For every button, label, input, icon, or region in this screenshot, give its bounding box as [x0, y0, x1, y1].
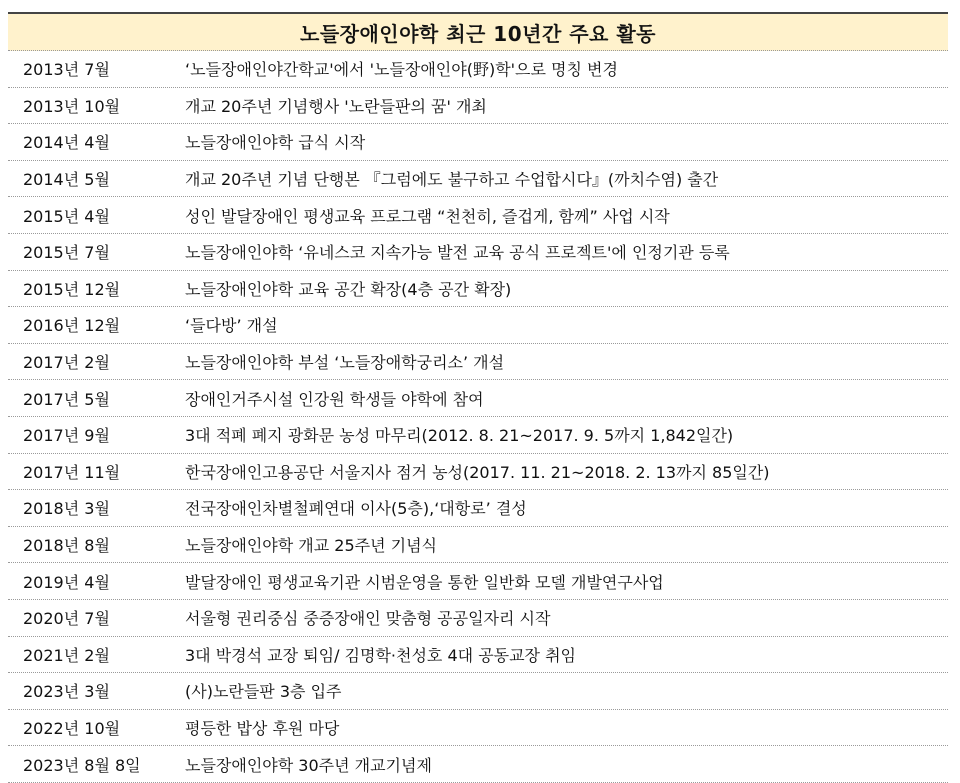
table-row	[8, 417, 948, 454]
activities-table	[8, 12, 948, 783]
table-row	[8, 454, 948, 491]
table-body	[8, 51, 948, 783]
row-date: 2013년 10월	[23, 96, 121, 116]
row-activity: 서울형 권리중심 중증장애인 맞춤형 공공일자리 시작	[185, 609, 551, 629]
table-row	[8, 197, 948, 234]
row-activity: 3대 적폐 폐지 광화문 농성 마무리(2012. 8. 21~2017. 9. 5까지 1,842일간)	[185, 426, 734, 446]
row-date: 2020년 7월	[23, 609, 110, 629]
table-row	[8, 124, 948, 161]
row-date: 2017년 5월	[23, 389, 110, 409]
row-date: 2017년 9월	[23, 426, 110, 446]
table-row	[8, 88, 948, 125]
row-date: 2015년 4월	[23, 206, 110, 226]
table-row	[8, 673, 948, 710]
row-activity: 노들장애인야학 급식 시작	[185, 133, 366, 153]
row-date: 2014년 4월	[23, 133, 110, 153]
table-row	[8, 161, 948, 198]
row-date: 2018년 3월	[23, 499, 110, 519]
row-activity: 성인 발달장애인 평생교육 프로그램 “천천히, 즐겁게, 함께” 사업 시작	[185, 206, 670, 226]
row-activity: 3대 박경석 교장 퇴임/ 김명학·천성호 4대 공동교장 취임	[185, 645, 577, 665]
row-date: 2018년 8월	[23, 536, 110, 556]
row-activity: ‘들다방’ 개설	[185, 316, 278, 336]
row-activity: 전국장애인차별철폐연대 이사(5층),‘대항로’ 결성	[185, 499, 527, 519]
table-row	[8, 710, 948, 747]
row-date: 2014년 5월	[23, 170, 110, 190]
row-activity: 한국장애인고용공단 서울지사 점거 농성(2017. 11. 21~2018. 2. 13까지 85일간)	[185, 462, 770, 482]
table-row	[8, 344, 948, 381]
row-date: 2015년 12월	[23, 279, 121, 299]
table-row	[8, 380, 948, 417]
row-date: 2021년 2월	[23, 645, 110, 665]
table-row	[8, 234, 948, 271]
table-row	[8, 746, 948, 783]
row-date: 2017년 2월	[23, 353, 110, 373]
table-row	[8, 637, 948, 674]
row-activity: 노들장애인야학 ‘유네스코 지속가능 발전 교육 공식 프로젝트'에 인정기관 등록	[185, 243, 730, 263]
table-title: 노들장애인야학 최근 10년간 주요 활동	[8, 14, 948, 51]
table-row	[8, 271, 948, 308]
row-date: 2023년 3월	[23, 682, 110, 702]
row-activity: 노들장애인야학 교육 공간 확장(4층 공간 확장)	[185, 279, 512, 299]
row-date: 2017년 11월	[23, 462, 121, 482]
row-activity: 노들장애인야학 개교 25주년 기념식	[185, 536, 438, 556]
row-activity: 평등한 밥상 후원 마당	[185, 718, 340, 738]
table-row	[8, 563, 948, 600]
row-date: 2019년 4월	[23, 572, 110, 592]
row-date: 2013년 7월	[23, 60, 110, 80]
row-activity: 노들장애인야학 부설 ‘노들장애학궁리소’ 개설	[185, 353, 505, 373]
table-row	[8, 600, 948, 637]
table-row	[8, 307, 948, 344]
row-activity: ‘노들장애인야간학교'에서 '노들장애인야(野)학'으로 명칭 변경	[185, 60, 618, 80]
table-row	[8, 527, 948, 564]
row-activity: (사)노란들판 3층 입주	[185, 682, 342, 702]
row-date: 2016년 12월	[23, 316, 121, 336]
row-date: 2015년 7월	[23, 243, 110, 263]
row-activity: 발달장애인 평생교육기관 시범운영을 통한 일반화 모델 개발연구사업	[185, 572, 664, 592]
row-activity: 장애인거주시설 인강원 학생들 야학에 참여	[185, 389, 484, 409]
table-row	[8, 51, 948, 88]
row-activity: 노들장애인야학 30주년 개교기념제	[185, 755, 432, 775]
row-date: 2023년 8월 8일	[23, 755, 141, 775]
row-activity: 개교 20주년 기념 단행본 『그럼에도 불구하고 수업합시다』(까치수염) 출간	[185, 170, 719, 190]
row-date: 2022년 10월	[23, 718, 121, 738]
table-row	[8, 490, 948, 527]
row-activity: 개교 20주년 기념행사 '노란들판의 꿈' 개최	[185, 96, 487, 116]
